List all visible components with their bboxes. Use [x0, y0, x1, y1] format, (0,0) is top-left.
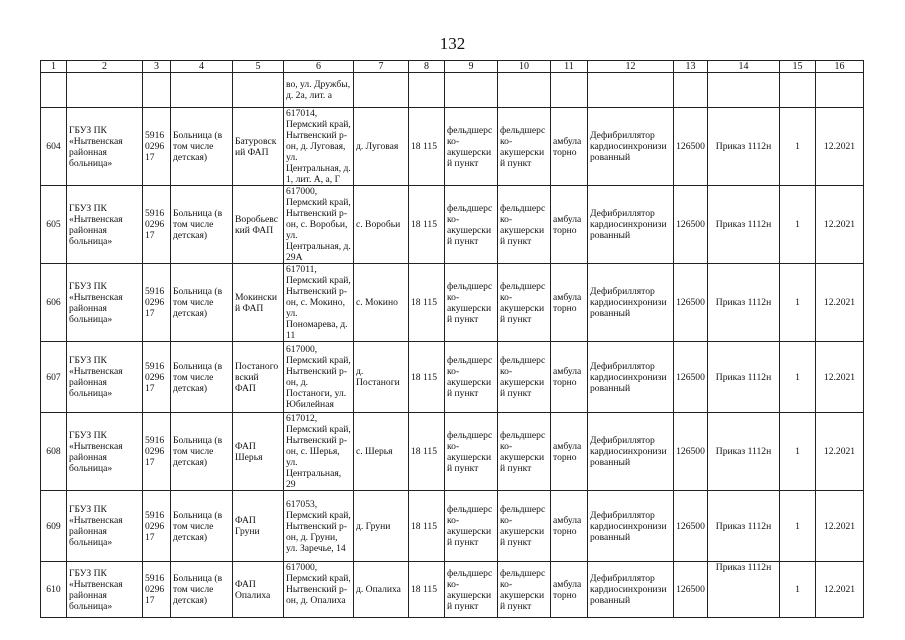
unit-type-cell: фельдшерско-акушерский пункт [445, 562, 498, 618]
facility-type-cell: Больница (в том числе детская) [171, 264, 233, 342]
code-cell: 5916029617 [143, 562, 171, 618]
facility-type-cell: Больница (в том числе детская) [171, 562, 233, 618]
table-row [41, 108, 864, 186]
price-cell: 126500 [674, 264, 708, 342]
column-header-6: 6 [284, 61, 354, 73]
table-row [41, 342, 864, 413]
order-cell: Приказ 1112н [708, 108, 780, 186]
facility-name-cell: Батуровский ФАП [233, 108, 284, 186]
column-header-4: 4 [171, 61, 233, 73]
column-header-10: 10 [498, 61, 551, 73]
table-header-row [41, 61, 864, 73]
unit-type-cell: фельдшерско-акушерский пункт [445, 108, 498, 186]
equipment-cell: Дефибриллятор кардиосинхронизированный [588, 342, 674, 413]
column-header-14: 14 [708, 61, 780, 73]
price-cell: 126500 [674, 186, 708, 264]
unit-type-cell: фельдшерско-акушерский пункт [445, 186, 498, 264]
row-number-cell: 607 [41, 342, 67, 413]
address-cell: 617053, Пермский край, Нытвенский р-он, д. Груни, ул. Заречье, 14 [284, 491, 354, 562]
page-number: 132 [439, 34, 466, 53]
unit-type-target-cell: фельдшерско-акушерский пункт [498, 264, 551, 342]
unit-type-target-cell: фельдшерско-акушерский пункт [498, 491, 551, 562]
facility-name-cell: Мокинский ФАП [233, 264, 284, 342]
unit-type-target-cell: фельдшерско-акушерский пункт [498, 342, 551, 413]
organization-cell: ГБУЗ ПК «Нытвенская районная больница» [67, 562, 143, 618]
address-cell: 617000, Пермский край, Нытвенский р-он, д. Опалиха [284, 562, 354, 618]
code-cell: 5916029617 [143, 413, 171, 491]
settlement-cell: д. Луговая [354, 108, 409, 186]
care-mode-cell: амбулаторно [551, 562, 588, 618]
quantity-cell: 1 [780, 491, 816, 562]
price-cell: 126500 [674, 342, 708, 413]
quantity-cell: 1 [780, 186, 816, 264]
code-cell: 5916029617 [143, 491, 171, 562]
row-number-cell: 609 [41, 491, 67, 562]
organization-cell: ГБУЗ ПК «Нытвенская районная больница» [67, 491, 143, 562]
facility-type-cell: Больница (в том числе детская) [171, 186, 233, 264]
organization-cell: ГБУЗ ПК «Нытвенская районная больница» [67, 342, 143, 413]
settlement-cell: с. Шерья [354, 413, 409, 491]
order-cell: Приказ 1112н [708, 413, 780, 491]
care-mode-cell: амбулаторно [551, 413, 588, 491]
organization-cell: ГБУЗ ПК «Нытвенская районная больница» [67, 186, 143, 264]
equipment-cell: Дефибриллятор кардиосинхронизированный [588, 186, 674, 264]
address-cell: 617014, Пермский край, Нытвенский р-он, д. Луговая, ул. Центральная, д. 1, лит. А, а, Г [284, 108, 354, 186]
column-header-12: 12 [588, 61, 674, 73]
address-cell: 617012, Пермский край, Нытвенский р-он, с. Шерья, ул. Центральная, 29 [284, 413, 354, 491]
order-cell: Приказ 1112н [708, 562, 780, 618]
column-header-15: 15 [780, 61, 816, 73]
equipment-cell: Дефибриллятор кардиосинхронизированный [588, 413, 674, 491]
column-header-16: 16 [816, 61, 864, 73]
equipment-cell: Дефибриллятор кардиосинхронизированный [588, 562, 674, 618]
date-cell: 12.2021 [816, 562, 864, 618]
price-cell: 126500 [674, 491, 708, 562]
date-cell: 12.2021 [816, 108, 864, 186]
quantity-cell: 1 [780, 264, 816, 342]
organization-cell: ГБУЗ ПК «Нытвенская районная больница» [67, 413, 143, 491]
facility-name-cell: ФАП Груни [233, 491, 284, 562]
organization-cell: ГБУЗ ПК «Нытвенская районная больница» [67, 264, 143, 342]
okved-cell: 18 115 [409, 491, 445, 562]
care-mode-cell: амбулаторно [551, 342, 588, 413]
table-row [41, 562, 864, 618]
unit-type-target-cell: фельдшерско-акушерский пункт [498, 413, 551, 491]
unit-type-cell: фельдшерско-акушерский пункт [445, 264, 498, 342]
column-header-5: 5 [233, 61, 284, 73]
code-cell: 5916029617 [143, 186, 171, 264]
table-row [41, 491, 864, 562]
equipment-cell: Дефибриллятор кардиосинхронизированный [588, 264, 674, 342]
date-cell: 12.2021 [816, 186, 864, 264]
order-cell: Приказ 1112н [708, 264, 780, 342]
column-header-3: 3 [143, 61, 171, 73]
equipment-register-table [40, 60, 864, 618]
facility-type-cell: Больница (в том числе детская) [171, 413, 233, 491]
okved-cell: 18 115 [409, 413, 445, 491]
price-cell: 126500 [674, 108, 708, 186]
order-cell: Приказ 1112н [708, 342, 780, 413]
facility-type-cell: Больница (в том числе детская) [171, 342, 233, 413]
row-number-cell: 605 [41, 186, 67, 264]
price-cell: 126500 [674, 413, 708, 491]
unit-type-target-cell: фельдшерско-акушерский пункт [498, 108, 551, 186]
settlement-cell: с. Мокино [354, 264, 409, 342]
quantity-cell: 1 [780, 413, 816, 491]
column-header-11: 11 [551, 61, 588, 73]
row-number-cell: 606 [41, 264, 67, 342]
column-header-13: 13 [674, 61, 708, 73]
settlement-cell: с. Воробьи [354, 186, 409, 264]
care-mode-cell: амбулаторно [551, 108, 588, 186]
date-cell: 12.2021 [816, 264, 864, 342]
equipment-cell: Дефибриллятор кардиосинхронизированный [588, 108, 674, 186]
okved-cell: 18 115 [409, 186, 445, 264]
okved-cell: 18 115 [409, 562, 445, 618]
settlement-cell: д. Груни [354, 491, 409, 562]
equipment-cell: Дефибриллятор кардиосинхронизированный [588, 491, 674, 562]
table-row-continuation [41, 73, 864, 108]
table-row [41, 264, 864, 342]
facility-type-cell: Больница (в том числе детская) [171, 491, 233, 562]
okved-cell: 18 115 [409, 108, 445, 186]
okved-cell: 18 115 [409, 264, 445, 342]
table-row [41, 186, 864, 264]
date-cell: 12.2021 [816, 342, 864, 413]
code-cell: 5916029617 [143, 264, 171, 342]
column-header-7: 7 [354, 61, 409, 73]
unit-type-cell: фельдшерско-акушерский пункт [445, 342, 498, 413]
table-row [41, 413, 864, 491]
facility-name-cell: Воробьевский ФАП [233, 186, 284, 264]
address-cell: во, ул. Дружбы, д. 2а, лит. а [284, 73, 354, 108]
quantity-cell: 1 [780, 108, 816, 186]
unit-type-cell: фельдшерско-акушерский пункт [445, 413, 498, 491]
row-number-cell: 610 [41, 562, 67, 618]
facility-type-cell: Больница (в том числе детская) [171, 108, 233, 186]
order-cell: Приказ 1112н [708, 186, 780, 264]
column-header-8: 8 [409, 61, 445, 73]
settlement-cell: д. Опалиха [354, 562, 409, 618]
row-number-cell: 608 [41, 413, 67, 491]
quantity-cell: 1 [780, 342, 816, 413]
care-mode-cell: амбулаторно [551, 264, 588, 342]
care-mode-cell: амбулаторно [551, 491, 588, 562]
facility-name-cell: ФАП Опалиха [233, 562, 284, 618]
facility-name-cell: ФАП Шерья [233, 413, 284, 491]
column-header-1: 1 [41, 61, 67, 73]
row-number-cell: 604 [41, 108, 67, 186]
okved-cell: 18 115 [409, 342, 445, 413]
column-header-9: 9 [445, 61, 498, 73]
quantity-cell: 1 [780, 562, 816, 618]
column-header-2: 2 [67, 61, 143, 73]
price-cell: 126500 [674, 562, 708, 618]
unit-type-target-cell: фельдшерско-акушерский пункт [498, 562, 551, 618]
address-cell: 617000, Пермский край, Нытвенский р-он, с. Воробьи, ул. Центральная, д. 29А [284, 186, 354, 264]
care-mode-cell: амбулаторно [551, 186, 588, 264]
address-cell: 617011, Пермский край, Нытвенский р-он, с. Мокино, ул. Пономарева, д. 11 [284, 264, 354, 342]
code-cell: 5916029617 [143, 342, 171, 413]
settlement-cell: д. Постаноги [354, 342, 409, 413]
date-cell: 12.2021 [816, 413, 864, 491]
unit-type-target-cell: фельдшерско-акушерский пункт [498, 186, 551, 264]
facility-name-cell: Постаноговский ФАП [233, 342, 284, 413]
order-cell: Приказ 1112н [708, 491, 780, 562]
organization-cell: ГБУЗ ПК «Нытвенская районная больница» [67, 108, 143, 186]
date-cell: 12.2021 [816, 491, 864, 562]
address-cell: 617000, Пермский край, Нытвенский р-он, д. Постаноги, ул. Юбилейная [284, 342, 354, 413]
code-cell: 5916029617 [143, 108, 171, 186]
unit-type-cell: фельдшерско-акушерский пункт [445, 491, 498, 562]
